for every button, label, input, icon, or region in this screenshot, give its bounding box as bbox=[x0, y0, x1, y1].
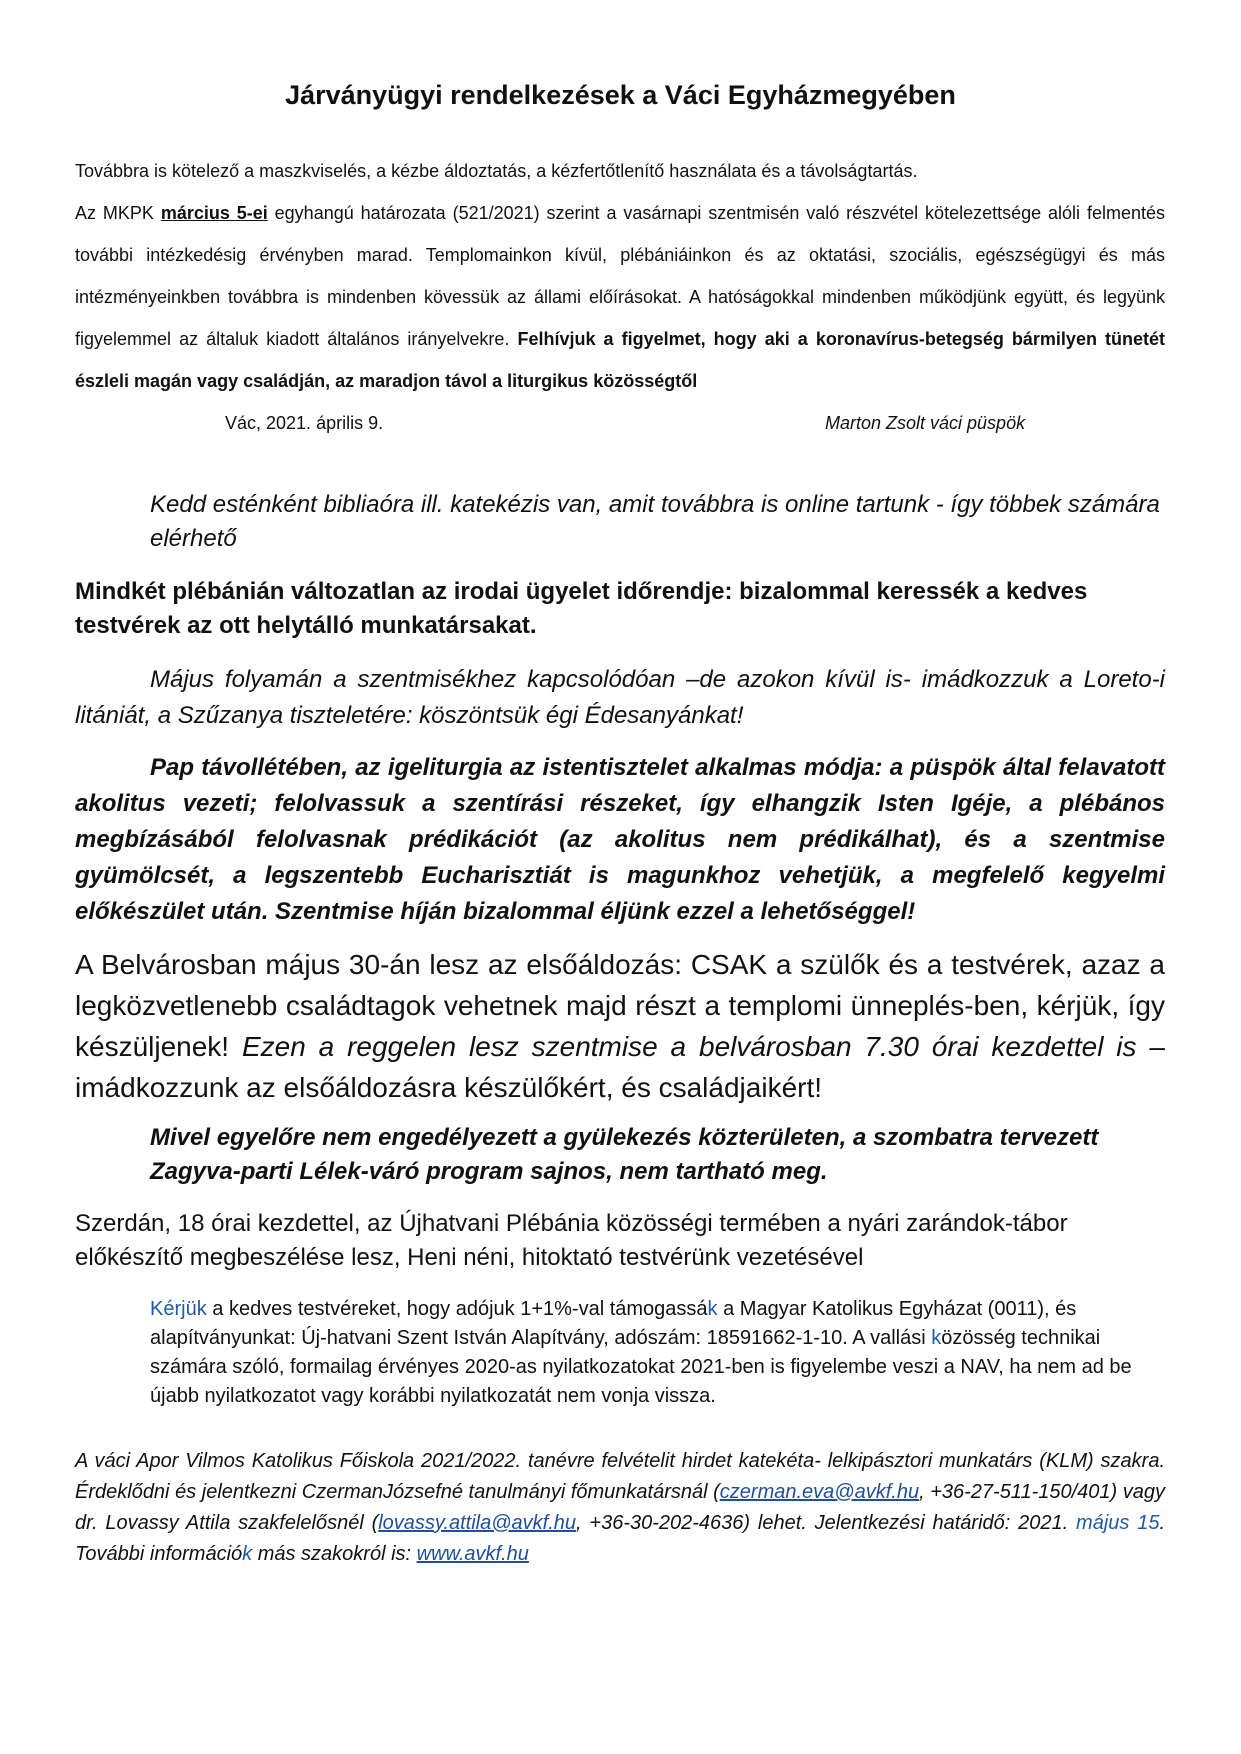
tax-t7: özösség technikai számára szóló, formailag érvényes 2020-as nyilatkozatokat 2021-ben is figyelembe veszi a NAV, ha nem ad be újabb nyilatkozatot vagy korábbi nyilatkozatát nem vonja vissza. bbox=[150, 1327, 1132, 1407]
place-date: Vác, 2021. április 9. bbox=[225, 413, 384, 433]
communion-text-a: A Belvárosban május 30-án lesz az elsőáldozás: CSAK a szülők és a testvérek, azaz a legközvetlenebb családtagok vehetnek majd részt a templomi ünneplés-ben, kérjük, így készüljenek! bbox=[75, 949, 1165, 1062]
first-communion-note bbox=[75, 944, 1165, 1108]
wednesday-meeting-note: Szerdán, 18 órai kezdettel, az Újhatvani Plébánia közösségi termében a nyári zarándok-tábor előkészítő megbeszélése lesz, Heni néni, hitoktató testvérünk vezetésével bbox=[75, 1210, 1068, 1271]
covid-text-b: egyhangú határozata (521/2021) szerint a vasárnapi szentmisén való részvétel kötelezettsége alóli felmentés további intézkedésig érvényben marad. Templomainkon kívül, plébániáinkon és az oktatási, szociális, egészségügyi és más intézményeinkben továbbra is mindenben kövessük az állami előírásokat. A hatóságokkal mindenben működjünk együtt, és legyünk figyelemmel az általuk kiadott általános irányelvekre. bbox=[75, 203, 1165, 349]
covid-warning: Felhívjuk a figyelmet, hogy aki a koronavírus-betegség bármilyen tünetét észleli magán vagy családján, az maradjon távol a liturgikus közösségtől bbox=[75, 329, 1165, 391]
school-s2: , +36-27-511-150/401) vagy dr. Lovassy Attila szakfelelősnél ( bbox=[75, 1481, 1165, 1534]
email-link-lovassy[interactable]: lovassy.attila@avkf.hu bbox=[378, 1512, 577, 1534]
school-s3: , +36-30-202-4636) lehet. Jelentkezési határidő: 2021. bbox=[576, 1512, 1077, 1534]
may-litany-note: Május folyamán a szentmisékhez kapcsolódóan –de azokon kívül is- imádkozzuk a Loreto-i litániát, a Szűzanya tiszteletére: köszöntsük égi Édesanyánkat! bbox=[75, 666, 1165, 729]
office-hours-note: Mindkét plébánián változatlan az irodai ügyelet időrendje: bizalommal keressék a kedves testvérek az ott helytálló munkatársakat. bbox=[75, 578, 1088, 639]
college-admission-note bbox=[75, 1446, 1165, 1570]
covid-rules-line: Továbbra is kötelező a maszkviselés, a kézbe áldoztatás, a kézfertőtlenítő használata és a távolságtartás. bbox=[75, 161, 918, 181]
email-link-czerman[interactable]: czerman.eva@avkf.hu bbox=[719, 1481, 920, 1503]
tax-t6: k bbox=[931, 1327, 942, 1349]
covid-text-a: Az MKPK bbox=[75, 203, 161, 223]
school-s4: . További információ bbox=[75, 1512, 1166, 1565]
tax-t4: k bbox=[707, 1298, 718, 1320]
page-title: Járványügyi rendelkezések a Váci Egyházmegyében bbox=[285, 80, 956, 110]
tax-t5: a Magyar Katolikus Egyházat (0011), és alapítványunkat: Új-hatvani Szent István Alapítvány, adószám: 18591662-1-10. A vallási bbox=[150, 1298, 1077, 1349]
communion-mass-time: Ezen a reggelen lesz szentmise a belvárosban 7.30 órai kezdettel is bbox=[241, 1031, 1137, 1062]
communion-text-b: – imádkozzunk az elsőáldozásra készülőkért, és családjaikért! bbox=[75, 1031, 1165, 1103]
tax-donation-note bbox=[150, 1295, 1165, 1411]
priest-absence-note: Pap távollétében, az igeliturgia az istentisztelet alkalmas módja: a püspök által felavatott akolitus vezeti; felolvassuk a szentírási részeket, így elhangzik Isten Igéje, a plébános megbízásából felolvasnak prédikációt (az akolitus nem prédikálhat), és a szentmise gyümölcsét, a legszentebb Eucharisztiát is magunkhoz vehetjük, a megfelelő kegyelmi előkészület után. Szentmise híján bizalommal éljünk ezzel a lehetőséggel! bbox=[75, 754, 1165, 925]
website-link[interactable]: www.avkf.hu bbox=[416, 1543, 529, 1565]
signature: Marton Zsolt váci püspök bbox=[825, 413, 1026, 433]
signature-line bbox=[75, 402, 1165, 444]
school-s5: k bbox=[242, 1543, 253, 1565]
covid-rules-paragraph bbox=[75, 192, 1165, 402]
covid-rules-section bbox=[75, 150, 1165, 444]
deadline-date: május 15 bbox=[1076, 1512, 1160, 1534]
bible-study-note: Kedd esténként bibliaóra ill. katekézis van, amit továbbra is online tartunk - így többek számára elérhető bbox=[150, 491, 1160, 552]
meeting-cancel-note: Mivel egyelőre nem engedélyezett a gyülekezés közterületen, a szombatra tervezett Zagyva-parti Lélek-váró program sajnos, nem tartható meg. bbox=[150, 1124, 1099, 1185]
covid-date: március 5-ei bbox=[160, 203, 268, 223]
school-s1: A váci Apor Vilmos Katolikus Főiskola 2021/2022. tanévre felvételit hirdet katekéta- lelkipásztori munkatárs (KLM) szakra. Érdeklődni és jelentkezni CzermanJózsefné tanulmányi főmunkatársnál ( bbox=[75, 1450, 1165, 1503]
tax-t2: érjük bbox=[163, 1298, 207, 1320]
school-s6: más szakokról is: bbox=[252, 1543, 417, 1565]
tax-t3: a kedves testvéreket, hogy adójuk 1+1%-val támogassá bbox=[206, 1298, 708, 1320]
tax-t1: K bbox=[150, 1298, 164, 1320]
